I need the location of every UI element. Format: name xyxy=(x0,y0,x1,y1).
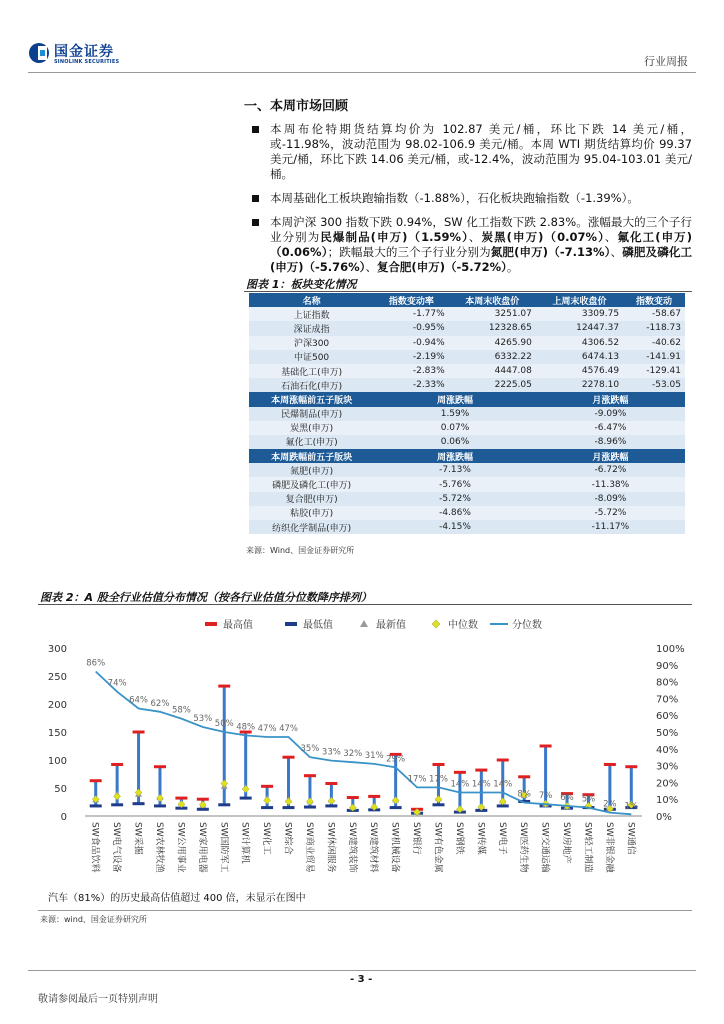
max-marker xyxy=(304,774,316,777)
table-cell: 民爆制品(申万) xyxy=(249,407,374,421)
x-tick-label: SW房地产 xyxy=(561,822,572,864)
bullet-text: 本周布伦特期货结算均价为 102.87 美元/桶，环比下跌 14 美元/桶，或-11.98%，波动范围为 98.02-106.9 美元/桶。本周 WTI 期货结算均价 99.37 美元/桶，环比下跌 14.06 美元/桶，或-12.4%，波动范围为 95.04-103.01 美元/桶。 xyxy=(270,122,692,181)
x-tick-label: SW银行 xyxy=(411,822,422,855)
min-marker xyxy=(133,802,145,805)
percentile-data-label: 14% xyxy=(450,779,470,790)
x-tick-label: SW商业贸易 xyxy=(303,822,314,873)
min-marker xyxy=(111,803,123,806)
x-tick-label: SW食品饮料 xyxy=(89,822,100,873)
table-row xyxy=(249,364,685,378)
median-marker xyxy=(328,797,335,804)
x-tick-label: SW化工 xyxy=(261,822,272,855)
y-left-tick-label: 200 xyxy=(47,700,67,711)
percentile-data-label: 62% xyxy=(150,698,170,709)
y-right-tick-label: 40% xyxy=(656,744,679,756)
min-marker xyxy=(154,804,166,807)
table-cell: -5.72% xyxy=(536,506,685,520)
min-marker xyxy=(304,806,316,809)
table-row xyxy=(249,321,685,335)
percentile-data-label: 53% xyxy=(193,713,213,724)
footer-disclaimer: 敬请参阅最后一页特别声明 xyxy=(38,994,158,1005)
table-cell: 氮肥(申万) xyxy=(249,463,374,477)
table-group-header-cell: 月涨跌幅 xyxy=(536,392,685,406)
table-row xyxy=(249,407,685,421)
table-cell: 石油石化(申万) xyxy=(249,378,374,392)
bullet-square-icon xyxy=(252,195,259,202)
table-cell: 纺织化学制品(申万) xyxy=(249,520,374,534)
table-cell: 2225.05 xyxy=(449,378,536,392)
max-marker xyxy=(111,763,123,766)
table-header-cell: 指数变动率 xyxy=(374,293,449,307)
legend-label: 分位数 xyxy=(512,620,542,631)
x-tick-label: SW交通运输 xyxy=(539,822,550,873)
table-header-cell: 本周末收盘价 xyxy=(449,293,536,307)
legend-median-marker xyxy=(432,620,440,628)
company-logo-icon xyxy=(28,42,50,64)
table-group-header-cell: 本周涨幅前五子版块 xyxy=(249,392,374,406)
table-row xyxy=(249,492,685,506)
legend-label: 中位数 xyxy=(448,620,478,631)
table-cell: 磷肥及磷化工(申万) xyxy=(249,477,374,491)
table-cell: 3251.07 xyxy=(449,307,536,321)
median-marker xyxy=(114,793,121,800)
bullet-text: 、 xyxy=(468,230,482,244)
figure1-rule xyxy=(244,291,692,292)
report-type: 行业周报 xyxy=(644,55,688,68)
min-marker xyxy=(90,804,102,807)
bullet-list xyxy=(248,122,692,284)
table-group-header xyxy=(249,449,685,463)
x-tick-label: SW国防军工 xyxy=(218,822,229,873)
table-row xyxy=(249,421,685,435)
table-header-row xyxy=(249,293,685,307)
table-row xyxy=(249,336,685,350)
x-tick-label: SW轻工制造 xyxy=(582,822,593,873)
median-marker xyxy=(392,797,399,804)
table-row xyxy=(249,463,685,477)
bullet-item xyxy=(248,122,692,182)
table-cell: -9.09% xyxy=(536,407,685,421)
table-cell: 上证指数 xyxy=(249,307,374,321)
percentile-data-label: 33% xyxy=(321,747,341,758)
min-marker xyxy=(283,806,295,809)
figure2-source: 来源：wind、国金证券研究所 xyxy=(40,915,147,924)
table-cell: 4576.49 xyxy=(536,364,623,378)
bullet-highlight: 磷肥及磷化工(申万)（-5.76%） xyxy=(270,245,693,274)
table-cell: 0.07% xyxy=(374,421,536,435)
max-marker xyxy=(454,771,466,774)
median-marker xyxy=(499,798,506,805)
median-marker xyxy=(242,786,249,793)
x-tick-label: SW机械设备 xyxy=(389,822,400,873)
table-cell: -40.62 xyxy=(623,336,685,350)
table-cell: -1.77% xyxy=(374,307,449,321)
y-right-tick-label: 20% xyxy=(656,778,679,790)
x-tick-label: SW通信 xyxy=(625,822,636,855)
bullet-highlight: 炭黑(申万)（0.07%） xyxy=(481,230,605,244)
sector-change-table xyxy=(249,293,685,534)
percentile-data-label: 6% xyxy=(560,792,574,803)
percentile-data-label: 35% xyxy=(300,744,320,755)
max-marker xyxy=(218,685,230,688)
table-cell: 氟化工(申万) xyxy=(249,435,374,449)
table-row xyxy=(249,307,685,321)
percentile-data-label: 64% xyxy=(129,695,149,706)
table-cell: 0.06% xyxy=(374,435,536,449)
table-cell: -8.96% xyxy=(536,435,685,449)
table-cell: 2278.10 xyxy=(536,378,623,392)
max-marker xyxy=(432,763,444,766)
bullet-item xyxy=(248,191,692,206)
table-cell: -58.67 xyxy=(623,307,685,321)
table-cell: -8.09% xyxy=(536,492,685,506)
y-right-tick-label: 0% xyxy=(656,812,672,823)
legend-label: 最新值 xyxy=(376,620,406,631)
y-right-tick-label: 60% xyxy=(656,711,679,723)
max-marker xyxy=(625,765,637,768)
max-marker xyxy=(90,779,102,782)
x-tick-label: SW建筑材料 xyxy=(368,822,379,873)
table-cell: 4265.90 xyxy=(449,336,536,350)
bullet-item xyxy=(248,215,692,275)
y-left-tick-label: 50 xyxy=(54,784,67,795)
table-cell: -2.33% xyxy=(374,378,449,392)
legend-max-marker xyxy=(205,622,217,626)
table-cell: -7.13% xyxy=(374,463,536,477)
table-cell: 沪深300 xyxy=(249,336,374,350)
table-cell: 4306.52 xyxy=(536,336,623,350)
table-cell: 炭黑(申万) xyxy=(249,421,374,435)
y-left-tick-label: 0 xyxy=(60,812,67,823)
max-marker xyxy=(175,797,187,800)
table-header-cell: 上周末收盘价 xyxy=(536,293,623,307)
percentile-data-label: 14% xyxy=(493,779,513,790)
min-marker xyxy=(240,797,252,800)
figure2-bottom-rule xyxy=(38,910,692,911)
median-marker xyxy=(264,797,271,804)
figure2-title: 图表 2：A 股全行业估值分布情况（按各行业估值分位数降序排列） xyxy=(40,591,372,604)
legend-latest-marker xyxy=(360,620,368,627)
median-marker xyxy=(285,798,292,805)
max-marker xyxy=(475,769,487,772)
x-tick-label: SW休闲服务 xyxy=(325,822,336,873)
y-right-tick-label: 50% xyxy=(656,728,679,739)
max-marker xyxy=(283,756,295,759)
median-marker xyxy=(435,796,442,803)
bullet-text: ；跌幅最大的三个子行业分别为 xyxy=(327,245,491,259)
table-cell: -11.38% xyxy=(536,477,685,491)
percentile-data-label: 32% xyxy=(343,749,363,760)
figure1-source: 来源：Wind、国金证券研究所 xyxy=(246,546,355,555)
percentile-data-label: 14% xyxy=(471,779,491,790)
percentile-data-label: 58% xyxy=(171,705,191,716)
x-tick-label: SW采掘 xyxy=(132,822,143,855)
bullet-text: 、 xyxy=(365,260,377,274)
table-cell: -0.95% xyxy=(374,321,449,335)
bullet-highlight: 复合肥(申万)（-5.72%） xyxy=(376,260,507,274)
x-tick-label: SW非银金融 xyxy=(603,822,614,873)
bullet-square-icon xyxy=(252,126,259,133)
max-marker xyxy=(197,798,209,801)
logo-english: SINOLINK SECURITIES xyxy=(54,59,120,65)
table-header-cell: 指数变动 xyxy=(623,293,685,307)
max-marker xyxy=(540,745,552,748)
table-cell: -129.41 xyxy=(623,364,685,378)
table-cell: 复合肥(申万) xyxy=(249,492,374,506)
table-cell: 3309.75 xyxy=(536,307,623,321)
x-tick-label: SW建筑装饰 xyxy=(346,822,357,873)
percentile-data-label: 86% xyxy=(86,658,106,669)
footer-divider xyxy=(28,970,696,971)
valuation-chart xyxy=(40,606,692,886)
x-tick-label: SW传媒 xyxy=(475,822,486,855)
percentile-data-label: 29% xyxy=(386,754,406,765)
min-marker xyxy=(432,803,444,806)
bullet-highlight: 氟化工(申万)（0.06%） xyxy=(270,230,693,259)
header-divider xyxy=(28,72,696,73)
chart-note: 汽车（81%）的历史最高估值超过 400 倍，未显示在图中 xyxy=(48,893,306,904)
table-row xyxy=(249,350,685,364)
percentile-data-label: 2% xyxy=(603,799,617,810)
table-row xyxy=(249,378,685,392)
table-group-header-cell: 周涨跌幅 xyxy=(374,392,536,406)
max-marker xyxy=(154,765,166,768)
max-marker xyxy=(497,759,509,762)
bullet-highlight: 氮肥(申万)（-7.13%） xyxy=(490,245,611,259)
percentile-data-label: 50% xyxy=(214,719,234,729)
percentile-data-label: 8% xyxy=(517,789,531,800)
median-marker xyxy=(306,798,313,805)
y-right-tick-label: 10% xyxy=(656,795,679,807)
figure1-title: 图表 1：板块变化情况 xyxy=(246,278,357,291)
y-right-tick-label: 80% xyxy=(656,677,679,689)
percentile-data-label: 17% xyxy=(407,774,427,785)
table-cell: -5.76% xyxy=(374,477,536,491)
table-cell: -11.17% xyxy=(536,520,685,534)
max-marker xyxy=(604,763,616,766)
y-left-tick-label: 300 xyxy=(47,644,67,655)
table-group-header-cell: 本周跌幅前五子版块 xyxy=(249,449,374,463)
table-row xyxy=(249,477,685,491)
table-cell: -53.05 xyxy=(623,378,685,392)
x-tick-label: SW电气设备 xyxy=(111,822,122,873)
bullet-text: 、 xyxy=(604,230,618,244)
table-cell: -6.72% xyxy=(536,463,685,477)
table-cell: 12328.65 xyxy=(449,321,536,335)
table-group-header-cell: 月涨跌幅 xyxy=(536,449,685,463)
x-tick-label: SW计算机 xyxy=(239,822,250,864)
median-marker xyxy=(221,780,228,787)
percentile-data-label: 31% xyxy=(364,750,384,761)
legend-label: 最高值 xyxy=(223,620,253,631)
percentile-data-label: 48% xyxy=(236,722,256,733)
bullet-text: 本周沪深 300 指数下跌 0.94%，SW 化工指数下跌 2.83%。涨幅最大的三个子行业分别为 xyxy=(270,215,692,244)
table-cell: 6332.22 xyxy=(449,350,536,364)
max-marker xyxy=(347,796,359,799)
table-row xyxy=(249,520,685,534)
percentile-data-label: 7% xyxy=(538,791,553,802)
table-header-cell: 名称 xyxy=(249,293,374,307)
x-tick-label: SW综合 xyxy=(282,822,293,855)
x-tick-label: SW钢铁 xyxy=(453,822,464,855)
y-right-tick-label: 90% xyxy=(656,660,679,672)
min-marker xyxy=(325,804,337,807)
table-cell: -2.19% xyxy=(374,350,449,364)
table-row xyxy=(249,506,685,520)
table-cell: 深证成指 xyxy=(249,321,374,335)
page-header xyxy=(0,0,724,75)
table-cell: -118.73 xyxy=(623,321,685,335)
table-cell: -0.94% xyxy=(374,336,449,350)
max-marker xyxy=(368,795,380,798)
y-right-tick-label: 100% xyxy=(656,644,685,655)
percentile-data-label: 74% xyxy=(107,678,127,689)
legend-label: 最低值 xyxy=(303,620,333,631)
max-marker xyxy=(261,785,273,788)
x-tick-label: SW电子 xyxy=(496,822,507,855)
x-tick-label: SW医药生物 xyxy=(518,822,529,873)
max-marker xyxy=(518,775,530,778)
table-cell: 基础化工(申万) xyxy=(249,364,374,378)
y-left-tick-label: 100 xyxy=(47,756,67,767)
page-number: - 3 - xyxy=(350,974,373,985)
x-tick-label: SW有色金属 xyxy=(432,822,443,873)
bullet-text: 。 xyxy=(506,260,519,274)
table-cell: -2.83% xyxy=(374,364,449,378)
legend-min-marker xyxy=(285,622,297,626)
bullet-highlight: 民爆制品(申万)（1.59%） xyxy=(320,230,469,244)
table-cell: -4.15% xyxy=(374,520,536,534)
table-cell: 中证500 xyxy=(249,350,374,364)
bullet-square-icon xyxy=(252,219,259,226)
y-left-tick-label: 250 xyxy=(47,672,67,683)
bullet-text: 本周基础化工板块跑输指数（-1.88%），石化板块跑输指数（-1.39%）。 xyxy=(270,191,639,205)
percentile-data-label: 47% xyxy=(257,724,277,735)
table-cell: 12447.37 xyxy=(536,321,623,335)
x-tick-label: SW家用电器 xyxy=(196,822,207,873)
y-right-tick-label: 30% xyxy=(656,761,679,773)
max-marker xyxy=(133,731,145,734)
y-right-tick-label: 70% xyxy=(656,694,679,706)
section-title: 一、本周市场回顾 xyxy=(244,99,349,114)
min-marker xyxy=(390,806,402,809)
table-cell: -6.47% xyxy=(536,421,685,435)
x-tick-label: SW公用事业 xyxy=(175,822,186,873)
min-marker xyxy=(218,803,230,806)
percentile-data-label: 17% xyxy=(429,774,448,785)
percentile-data-label: 1% xyxy=(624,801,639,812)
x-tick-label: SW农林牧渔 xyxy=(153,822,164,873)
min-marker xyxy=(261,806,273,809)
table-group-header-cell: 周涨跌幅 xyxy=(374,449,536,463)
bullet-text: 、 xyxy=(610,245,623,259)
median-marker xyxy=(156,795,163,802)
logo-text: 国金证券 xyxy=(54,44,114,60)
percentile-data-label: 5% xyxy=(581,794,596,805)
table-cell: -4.86% xyxy=(374,506,536,520)
y-left-tick-label: 150 xyxy=(47,728,67,739)
table-cell: 粘胶(申万) xyxy=(249,506,374,520)
percentile-data-label: 47% xyxy=(279,724,298,735)
table-cell: 1.59% xyxy=(374,407,536,421)
table-cell: -5.72% xyxy=(374,492,536,506)
table-cell: -141.91 xyxy=(623,350,685,364)
table-group-header xyxy=(249,392,685,406)
figure2-rule xyxy=(38,604,692,605)
table-row xyxy=(249,435,685,449)
table-cell: 6474.13 xyxy=(536,350,623,364)
table-cell: 4447.08 xyxy=(449,364,536,378)
max-marker xyxy=(325,782,337,785)
